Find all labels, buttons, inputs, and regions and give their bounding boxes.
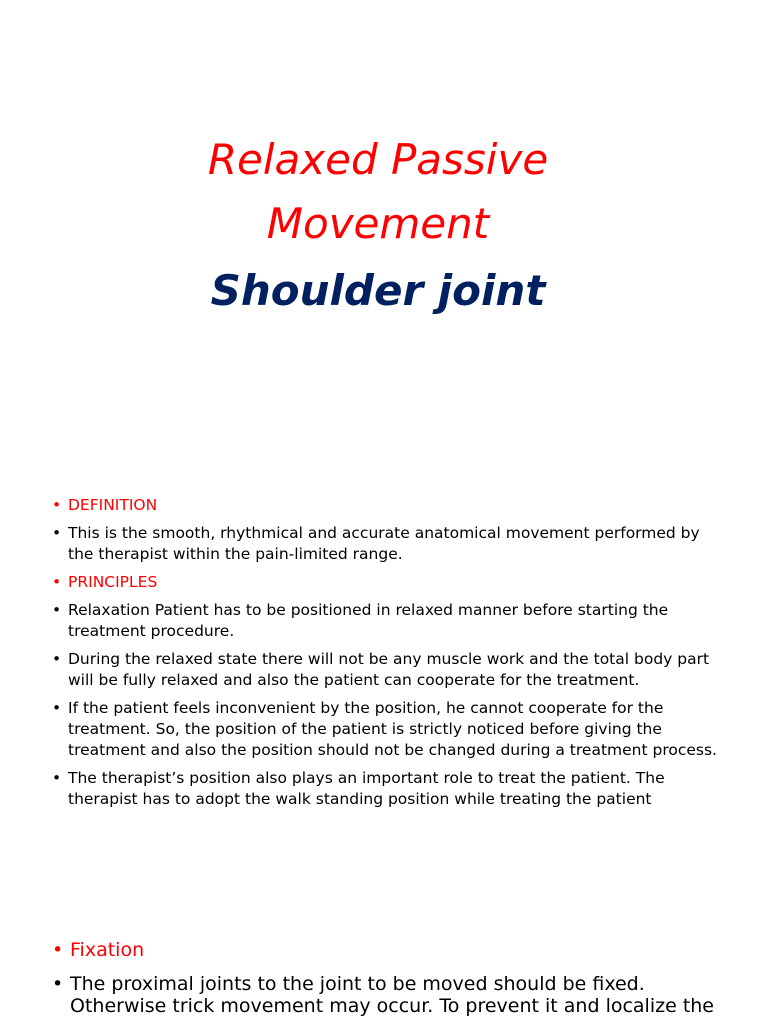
subtitle: Shoulder joint bbox=[210, 266, 546, 315]
definition-text: • This is the smooth, rhythmical and accurate anatomical movement performed by the therapist within the pain-limited range. bbox=[52, 523, 728, 565]
definition-heading: • DEFINITION bbox=[52, 495, 728, 516]
principle-relaxed-state: • During the relaxed state there will not be any muscle work and the total body part will be fully relaxed and also the patient can cooperate for the treatment. bbox=[52, 649, 728, 691]
title-block bbox=[0, 128, 756, 326]
principles-section bbox=[52, 495, 728, 817]
fixation-text: • The proximal joints to the joint to be moved should be fixed. Otherwise trick movement may occur. To prevent it and localize the bbox=[52, 973, 728, 1017]
principle-relaxation: • Relaxation Patient has to be positioned in relaxed manner before starting the treatment procedure. bbox=[52, 600, 728, 642]
fixation-heading: • Fixation bbox=[52, 939, 728, 961]
title-line-1: Relaxed Passive bbox=[207, 135, 549, 184]
title-line-2: Movement bbox=[266, 199, 490, 248]
principle-therapist-position: • The therapist’s position also plays an important role to treat the patient. The therapist has to adopt the walk standing position while treating the patient bbox=[52, 768, 728, 810]
principle-patient-position: • If the patient feels inconvenient by the position, he cannot cooperate for the treatment. So, the position of the patient is strictly noticed before giving the treatment and also the position should not be changed during a treatment process. bbox=[52, 698, 728, 761]
fixation-section bbox=[52, 939, 728, 1026]
principles-heading: • PRINCIPLES bbox=[52, 572, 728, 593]
